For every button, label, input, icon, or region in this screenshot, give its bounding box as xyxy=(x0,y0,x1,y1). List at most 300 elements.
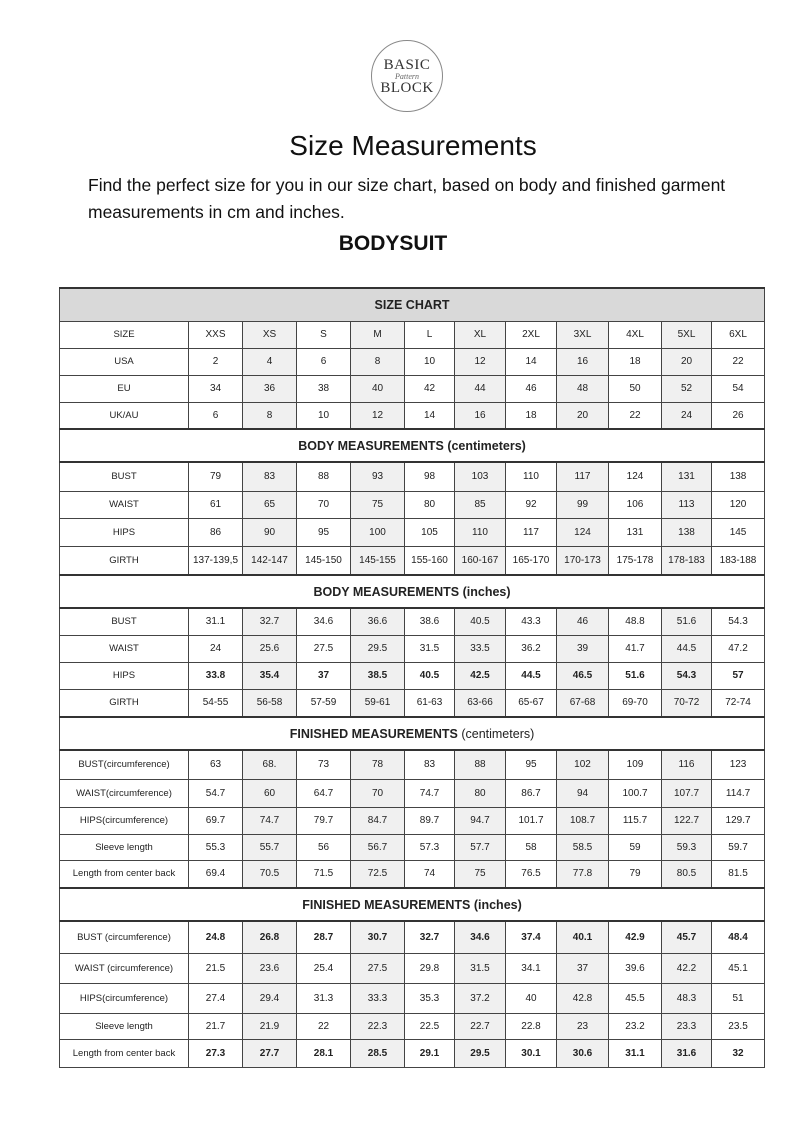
table-cell: 40 xyxy=(351,375,405,402)
table-cell: 113 xyxy=(662,491,712,518)
table-cell: 74.7 xyxy=(405,779,455,807)
table-cell: 37 xyxy=(297,662,351,689)
table-cell: 14 xyxy=(506,348,557,375)
table-cell: 18 xyxy=(609,348,662,375)
table-cell: 27.7 xyxy=(243,1039,297,1067)
row-label: BUST xyxy=(60,462,189,491)
table-cell: 28.1 xyxy=(297,1039,351,1067)
table-cell: 26.8 xyxy=(243,921,297,953)
section-title-main: FINISHED MEASUREMENTS xyxy=(302,897,471,912)
table-cell: 58 xyxy=(506,834,557,860)
table-cell: 178-183 xyxy=(662,546,712,575)
section-title xyxy=(60,888,765,921)
table-cell: 142-147 xyxy=(243,546,297,575)
table-cell: 94.7 xyxy=(455,807,506,834)
table-cell: 61-63 xyxy=(405,689,455,717)
section-title-main: BODY MEASUREMENTS xyxy=(313,584,460,599)
table-cell: 183-188 xyxy=(712,546,765,575)
table-cell: 35.4 xyxy=(243,662,297,689)
table-cell: 52 xyxy=(662,375,712,402)
table-cell: 69-70 xyxy=(609,689,662,717)
table-cell: 6XL xyxy=(712,321,765,348)
table-cell: 70.5 xyxy=(243,860,297,888)
table-cell: 58.5 xyxy=(557,834,609,860)
row-label: Length from center back xyxy=(60,860,189,888)
table-cell: 84.7 xyxy=(351,807,405,834)
table-cell: 39.6 xyxy=(609,953,662,983)
table-cell: 117 xyxy=(506,518,557,546)
table-cell: M xyxy=(351,321,405,348)
page-title: Size Measurements xyxy=(289,130,537,161)
section-title xyxy=(60,575,765,608)
table-cell: 48.3 xyxy=(662,983,712,1013)
table-cell: 27.3 xyxy=(189,1039,243,1067)
table-cell: 31.3 xyxy=(297,983,351,1013)
table-cell: 77.8 xyxy=(557,860,609,888)
table-cell: 4XL xyxy=(609,321,662,348)
table-cell: 69.7 xyxy=(189,807,243,834)
table-cell: 37.4 xyxy=(506,921,557,953)
table-cell: 75 xyxy=(351,491,405,518)
table-row xyxy=(60,321,765,348)
row-label: HIPS(circumference) xyxy=(60,807,189,834)
table-cell: 47.2 xyxy=(712,635,765,662)
table-cell: 33.5 xyxy=(455,635,506,662)
table-row xyxy=(60,983,765,1013)
table-cell: 28.7 xyxy=(297,921,351,953)
table-cell: 40.1 xyxy=(557,921,609,953)
table-cell: 175-178 xyxy=(609,546,662,575)
table-cell: S xyxy=(297,321,351,348)
table-cell: 42.8 xyxy=(557,983,609,1013)
row-label: Sleeve length xyxy=(60,1013,189,1039)
table-cell: 55.7 xyxy=(243,834,297,860)
table-cell: 137-139,5 xyxy=(189,546,243,575)
table-cell: 99 xyxy=(557,491,609,518)
table-cell: 95 xyxy=(297,518,351,546)
table-cell: 38.5 xyxy=(351,662,405,689)
table-cell: 46 xyxy=(557,608,609,635)
table-cell: 106 xyxy=(609,491,662,518)
section-title-main: FINISHED MEASUREMENTS xyxy=(289,726,458,741)
table-cell: 48.4 xyxy=(712,921,765,953)
table-cell: 28.5 xyxy=(351,1039,405,1067)
section-title xyxy=(60,429,765,462)
table-cell: 145-150 xyxy=(297,546,351,575)
section-title-unit: (inches) xyxy=(470,897,522,912)
table-cell: 26 xyxy=(712,402,765,429)
table-cell: 42.5 xyxy=(455,662,506,689)
row-label: SIZE xyxy=(60,321,189,348)
table-cell: 4 xyxy=(243,348,297,375)
table-cell: 61 xyxy=(189,491,243,518)
table-cell: 44.5 xyxy=(506,662,557,689)
table-cell: 79 xyxy=(189,462,243,491)
table-cell: 5XL xyxy=(662,321,712,348)
table-cell: 124 xyxy=(557,518,609,546)
table-cell: 59 xyxy=(609,834,662,860)
table-cell: 3XL xyxy=(557,321,609,348)
table-cell: 70 xyxy=(297,491,351,518)
table-cell: 145 xyxy=(712,518,765,546)
table-cell: 78 xyxy=(351,750,405,779)
section-title-unit: (centimeters) xyxy=(457,726,535,741)
table-row xyxy=(60,807,765,834)
table-cell: XL xyxy=(455,321,506,348)
table-cell: 24 xyxy=(189,635,243,662)
table-cell: 12 xyxy=(351,402,405,429)
table-cell: 105 xyxy=(405,518,455,546)
table-cell: 37.2 xyxy=(455,983,506,1013)
row-label: Length from center back xyxy=(60,1039,189,1067)
table-cell: 6 xyxy=(189,402,243,429)
table-cell: 30.1 xyxy=(506,1039,557,1067)
table-cell: 44.5 xyxy=(662,635,712,662)
table-cell: 25.6 xyxy=(243,635,297,662)
row-label: Sleeve length xyxy=(60,834,189,860)
table-cell: 76.5 xyxy=(506,860,557,888)
table-cell: 56 xyxy=(297,834,351,860)
table-cell: 145-155 xyxy=(351,546,405,575)
table-row xyxy=(60,375,765,402)
table-cell: 138 xyxy=(662,518,712,546)
table-cell: 31.1 xyxy=(609,1039,662,1067)
table-cell: 63 xyxy=(189,750,243,779)
size-chart-title: SIZE CHART xyxy=(60,288,765,321)
row-label: WAIST (circumference) xyxy=(60,953,189,983)
table-cell: 12 xyxy=(455,348,506,375)
table-cell: 23 xyxy=(557,1013,609,1039)
row-label: WAIST(circumference) xyxy=(60,779,189,807)
section-title-unit: (centimeters) xyxy=(443,438,526,453)
table-cell: 124 xyxy=(609,462,662,491)
table-cell: 20 xyxy=(557,402,609,429)
table-cell: 100.7 xyxy=(609,779,662,807)
table-cell: 23.5 xyxy=(712,1013,765,1039)
table-row xyxy=(60,834,765,860)
table-cell: 8 xyxy=(351,348,405,375)
table-cell: 6 xyxy=(297,348,351,375)
table-row xyxy=(60,402,765,429)
row-label: HIPS xyxy=(60,662,189,689)
table-cell: 92 xyxy=(506,491,557,518)
table-cell: 109 xyxy=(609,750,662,779)
table-cell: 48 xyxy=(557,375,609,402)
table-cell: 56.7 xyxy=(351,834,405,860)
table-cell: 101.7 xyxy=(506,807,557,834)
table-cell: 93 xyxy=(351,462,405,491)
table-cell: 73 xyxy=(297,750,351,779)
row-label: HIPS xyxy=(60,518,189,546)
row-label: WAIST xyxy=(60,491,189,518)
row-label: UK/AU xyxy=(60,402,189,429)
table-cell: 57-59 xyxy=(297,689,351,717)
row-label: BUST (circumference) xyxy=(60,921,189,953)
table-cell: 100 xyxy=(351,518,405,546)
table-cell: 37 xyxy=(557,953,609,983)
table-cell: 85 xyxy=(455,491,506,518)
table-cell: XS xyxy=(243,321,297,348)
table-cell: 138 xyxy=(712,462,765,491)
table-row xyxy=(60,1013,765,1039)
table-cell: 30.6 xyxy=(557,1039,609,1067)
table-cell: 35.3 xyxy=(405,983,455,1013)
table-cell: 88 xyxy=(455,750,506,779)
table-cell: 80.5 xyxy=(662,860,712,888)
table-cell: 41.7 xyxy=(609,635,662,662)
table-cell: 51 xyxy=(712,983,765,1013)
table-cell: 42.2 xyxy=(662,953,712,983)
table-cell: 57 xyxy=(712,662,765,689)
table-cell: 57.3 xyxy=(405,834,455,860)
section-title-main: BODY MEASUREMENTS xyxy=(298,438,444,453)
table-cell: 25.4 xyxy=(297,953,351,983)
table-cell: 70 xyxy=(351,779,405,807)
table-cell: 43.3 xyxy=(506,608,557,635)
table-cell: 79.7 xyxy=(297,807,351,834)
table-cell: 27.5 xyxy=(351,953,405,983)
table-row xyxy=(60,491,765,518)
table-cell: 45.5 xyxy=(609,983,662,1013)
table-cell: 22 xyxy=(297,1013,351,1039)
table-cell: 107.7 xyxy=(662,779,712,807)
table-cell: 74.7 xyxy=(243,807,297,834)
row-label: GIRTH xyxy=(60,546,189,575)
table-cell: 123 xyxy=(712,750,765,779)
table-cell: 114.7 xyxy=(712,779,765,807)
table-cell: 70-72 xyxy=(662,689,712,717)
table-cell: 31.5 xyxy=(405,635,455,662)
table-cell: 10 xyxy=(297,402,351,429)
table-cell: 63-66 xyxy=(455,689,506,717)
table-cell: 57.7 xyxy=(455,834,506,860)
table-row xyxy=(60,750,765,779)
table-cell: 23.6 xyxy=(243,953,297,983)
table-cell: 42 xyxy=(405,375,455,402)
table-cell: 94 xyxy=(557,779,609,807)
table-row xyxy=(60,518,765,546)
table-cell: 50 xyxy=(609,375,662,402)
table-cell: 110 xyxy=(455,518,506,546)
table-cell: 22.5 xyxy=(405,1013,455,1039)
table-cell: 115.7 xyxy=(609,807,662,834)
table-cell: 102 xyxy=(557,750,609,779)
table-cell: 55.3 xyxy=(189,834,243,860)
table-row xyxy=(60,921,765,953)
table-cell: 32.7 xyxy=(243,608,297,635)
table-cell: 116 xyxy=(662,750,712,779)
table-cell: 14 xyxy=(405,402,455,429)
table-cell: 29.5 xyxy=(455,1039,506,1067)
table-cell: 72-74 xyxy=(712,689,765,717)
table-cell: 29.4 xyxy=(243,983,297,1013)
table-cell: 68. xyxy=(243,750,297,779)
table-cell: 170-173 xyxy=(557,546,609,575)
table-cell: 34.1 xyxy=(506,953,557,983)
table-cell: 29.5 xyxy=(351,635,405,662)
table-cell: 95 xyxy=(506,750,557,779)
table-cell: 31.6 xyxy=(662,1039,712,1067)
table-cell: 72.5 xyxy=(351,860,405,888)
table-cell: 65-67 xyxy=(506,689,557,717)
table-cell: 51.6 xyxy=(609,662,662,689)
table-cell: 45.7 xyxy=(662,921,712,953)
table-cell: 67-68 xyxy=(557,689,609,717)
logo-line-2: Pattern xyxy=(395,71,419,81)
table-row xyxy=(60,662,765,689)
table-cell: 39 xyxy=(557,635,609,662)
intro-text: Find the perfect size for you in our size chart, based on body and finished garment measurements in cm and inches. xyxy=(88,175,726,222)
row-label: GIRTH xyxy=(60,689,189,717)
table-cell: 54.3 xyxy=(712,608,765,635)
table-cell: 21.9 xyxy=(243,1013,297,1039)
logo-line-3: BLOCK xyxy=(380,79,434,96)
table-cell: 40.5 xyxy=(405,662,455,689)
table-cell: 59-61 xyxy=(351,689,405,717)
table-cell: 34.6 xyxy=(455,921,506,953)
table-cell: 2XL xyxy=(506,321,557,348)
table-cell: 29.1 xyxy=(405,1039,455,1067)
table-row xyxy=(60,462,765,491)
table-cell: 22.7 xyxy=(455,1013,506,1039)
row-label: EU xyxy=(60,375,189,402)
table-cell: 16 xyxy=(557,348,609,375)
table-cell: 81.5 xyxy=(712,860,765,888)
table-cell: 36 xyxy=(243,375,297,402)
table-cell: 54 xyxy=(712,375,765,402)
table-row xyxy=(60,689,765,717)
table-cell: 22.3 xyxy=(351,1013,405,1039)
table-cell: 46 xyxy=(506,375,557,402)
table-cell: 80 xyxy=(455,779,506,807)
table-cell: 29.8 xyxy=(405,953,455,983)
table-cell: 2 xyxy=(189,348,243,375)
row-label: BUST(circumference) xyxy=(60,750,189,779)
table-cell: 110 xyxy=(506,462,557,491)
table-cell: 10 xyxy=(405,348,455,375)
table-cell: 23.3 xyxy=(662,1013,712,1039)
size-chart-table xyxy=(59,287,765,1068)
table-cell: 65 xyxy=(243,491,297,518)
logo-line-1: BASIC xyxy=(383,56,431,73)
table-cell: 54.3 xyxy=(662,662,712,689)
table-cell: 71.5 xyxy=(297,860,351,888)
table-cell: 40 xyxy=(506,983,557,1013)
table-cell: 131 xyxy=(662,462,712,491)
table-cell: 34.6 xyxy=(297,608,351,635)
table-cell: 64.7 xyxy=(297,779,351,807)
table-cell: 22 xyxy=(609,402,662,429)
table-cell: 8 xyxy=(243,402,297,429)
table-cell: 83 xyxy=(243,462,297,491)
table-cell: 21.7 xyxy=(189,1013,243,1039)
table-cell: 75 xyxy=(455,860,506,888)
table-cell: 36.6 xyxy=(351,608,405,635)
table-cell: 27.4 xyxy=(189,983,243,1013)
table-cell: 155-160 xyxy=(405,546,455,575)
brand-logo xyxy=(371,40,443,112)
table-cell: 59.3 xyxy=(662,834,712,860)
table-cell: 86 xyxy=(189,518,243,546)
table-cell: 16 xyxy=(455,402,506,429)
size-chart xyxy=(59,287,764,1068)
table-cell: 32 xyxy=(712,1039,765,1067)
table-row xyxy=(60,1039,765,1067)
table-cell: 44 xyxy=(455,375,506,402)
table-cell: 90 xyxy=(243,518,297,546)
table-cell: 108.7 xyxy=(557,807,609,834)
table-cell: 59.7 xyxy=(712,834,765,860)
table-cell: 45.1 xyxy=(712,953,765,983)
table-cell: 54.7 xyxy=(189,779,243,807)
row-label: HIPS(circumference) xyxy=(60,983,189,1013)
table-cell: 48.8 xyxy=(609,608,662,635)
table-cell: 117 xyxy=(557,462,609,491)
table-row xyxy=(60,546,765,575)
table-cell: 74 xyxy=(405,860,455,888)
row-label: BUST xyxy=(60,608,189,635)
row-label: USA xyxy=(60,348,189,375)
table-cell: 36.2 xyxy=(506,635,557,662)
table-cell: 24 xyxy=(662,402,712,429)
table-cell: 31.5 xyxy=(455,953,506,983)
table-cell: 24.8 xyxy=(189,921,243,953)
table-cell: 54-55 xyxy=(189,689,243,717)
table-cell: 21.5 xyxy=(189,953,243,983)
table-cell: 160-167 xyxy=(455,546,506,575)
table-cell: 89.7 xyxy=(405,807,455,834)
table-cell: 60 xyxy=(243,779,297,807)
table-cell: 22.8 xyxy=(506,1013,557,1039)
table-row xyxy=(60,779,765,807)
table-cell: 83 xyxy=(405,750,455,779)
table-cell: 86.7 xyxy=(506,779,557,807)
table-cell: 34 xyxy=(189,375,243,402)
table-cell: 88 xyxy=(297,462,351,491)
section-title-unit: (inches) xyxy=(459,584,511,599)
table-cell: 98 xyxy=(405,462,455,491)
table-cell: 122.7 xyxy=(662,807,712,834)
table-cell: 129.7 xyxy=(712,807,765,834)
table-cell: 79 xyxy=(609,860,662,888)
table-cell: 33.8 xyxy=(189,662,243,689)
table-cell: 33.3 xyxy=(351,983,405,1013)
table-row xyxy=(60,953,765,983)
table-cell: 56-58 xyxy=(243,689,297,717)
table-cell: 103 xyxy=(455,462,506,491)
table-cell: 27.5 xyxy=(297,635,351,662)
section-title xyxy=(60,717,765,750)
table-cell: 42.9 xyxy=(609,921,662,953)
table-cell: 120 xyxy=(712,491,765,518)
table-row xyxy=(60,860,765,888)
table-cell: 32.7 xyxy=(405,921,455,953)
table-cell: 69.4 xyxy=(189,860,243,888)
table-cell: 80 xyxy=(405,491,455,518)
table-cell: 46.5 xyxy=(557,662,609,689)
table-cell: 23.2 xyxy=(609,1013,662,1039)
table-cell: 30.7 xyxy=(351,921,405,953)
table-cell: 40.5 xyxy=(455,608,506,635)
table-cell: 38.6 xyxy=(405,608,455,635)
table-cell: 18 xyxy=(506,402,557,429)
table-row xyxy=(60,348,765,375)
table-cell: L xyxy=(405,321,455,348)
table-cell: XXS xyxy=(189,321,243,348)
product-name: BODYSUIT xyxy=(338,232,448,255)
table-row xyxy=(60,635,765,662)
table-cell: 20 xyxy=(662,348,712,375)
